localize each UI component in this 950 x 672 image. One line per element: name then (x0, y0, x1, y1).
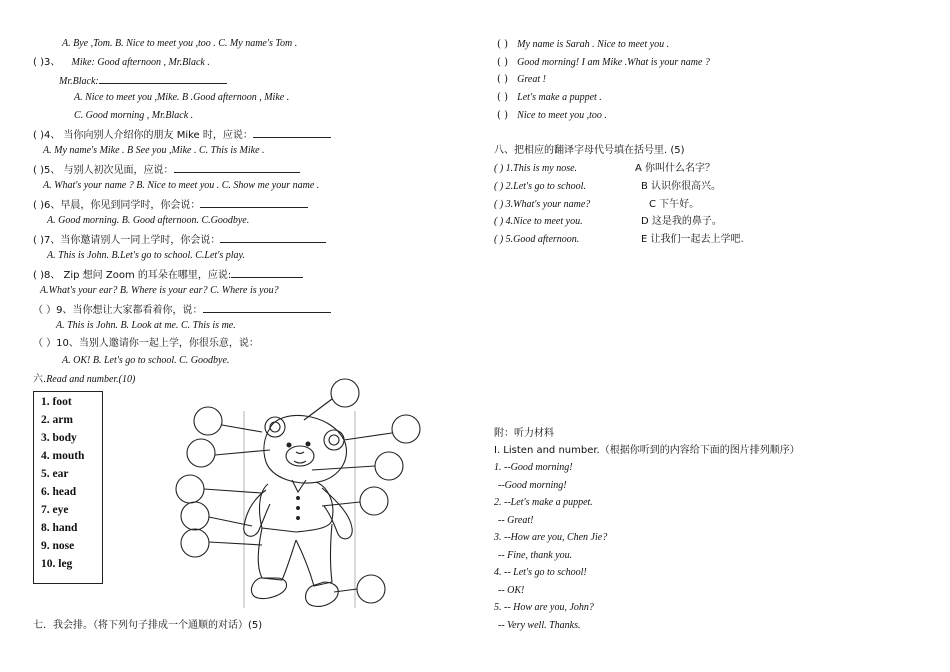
answer-blank[interactable] (220, 231, 326, 243)
listen-line: 4. -- Let's go to school! (494, 567, 587, 578)
word-item: 3. body (41, 432, 77, 444)
appendix-title: 附：听力材料 (494, 428, 554, 439)
listen-line: -- Fine, thank you. (498, 550, 573, 561)
match-left: ( ) 1.This is my nose. (494, 163, 578, 174)
section-7-title: 七．我会排。（将下列句子排成一个通顺的对话）(5) (33, 620, 263, 631)
answer-paren[interactable]: ( ) (497, 92, 508, 103)
match-left: ( ) 2.Let's go to school. (494, 181, 586, 192)
listen-line: 1. --Good morning! (494, 462, 573, 473)
word-item: 2. arm (41, 414, 73, 426)
q2-options: A. Bye ,Tom. B. Nice to meet you ,too . C. My name's Tom . (62, 38, 298, 49)
word-item: 5. ear (41, 468, 69, 480)
answer-blank[interactable] (231, 266, 303, 278)
match-left: ( ) 3.What's your name? (494, 199, 591, 210)
word-item: 10. leg (41, 558, 73, 570)
answer-paren[interactable]: ( ) (497, 110, 508, 121)
word-item: 9. nose (41, 540, 75, 552)
question-4: ( )4、 当你向别人介绍你的朋友 Mike 时，应说： (33, 126, 331, 144)
question-7: ( )7、当你邀请别人一同上学时，你会说： (33, 231, 326, 249)
word-item: 4. mouth (41, 450, 85, 462)
listen-line: 2. --Let's make a puppet. (494, 497, 593, 508)
dialog-line: ( ) My name is Sarah . Nice to meet you . (497, 39, 670, 50)
word-item: 8. hand (41, 522, 78, 534)
q7-options: A. This is John. B.Let's go to school. C.Let's play. (47, 250, 245, 261)
match-right: A 你叫什么名字？ (635, 163, 716, 174)
q8-options: A.What's your ear? B. Where is your ear? C. Where is you? (40, 285, 279, 296)
match-right: C 下午好。 (649, 199, 700, 210)
answer-paren[interactable]: ( ) (497, 57, 508, 68)
question-10: （ ）10、当别人邀请你一起上学，你很乐意，说： (33, 338, 259, 349)
dialog-line: ( ) Let's make a puppet . (497, 92, 602, 103)
answer-blank[interactable] (253, 126, 331, 138)
question-3: ( )3、 Mike: Good afternoon , Mr.Black . (33, 57, 210, 68)
listen-line: -- Very well. Thanks. (498, 620, 581, 631)
match-left: ( ) 4.Nice to meet you. (494, 216, 583, 227)
word-list-box (33, 391, 103, 584)
dialog-line: ( ) Great ! (497, 74, 546, 85)
answer-blank[interactable] (174, 161, 300, 173)
word-item: 7. eye (41, 504, 69, 516)
word-item: 1. foot (41, 396, 72, 408)
answer-blank[interactable] (203, 301, 331, 313)
section-6-title: 六.Read and number.(10) (33, 374, 136, 385)
listen-line: -- Great! (498, 515, 534, 526)
match-left: ( ) 5.Good afternoon. (494, 234, 580, 245)
question-6: ( )6、早晨，你见到同学时，你会说： (33, 196, 308, 214)
q9-options: A. This is John. B. Look at me. C. This is me. (56, 320, 236, 331)
answer-paren[interactable]: ( ) (497, 39, 508, 50)
question-5: ( )5、 与别人初次见面，应说： (33, 161, 300, 179)
q6-options: A. Good morning. B. Good afternoon. C.Goodbye. (47, 215, 250, 226)
question-8: ( )8、 Zip 想问 Zoom 的耳朵在哪里，应说: (33, 266, 303, 284)
answer-blank[interactable] (99, 72, 227, 84)
q4-options: A. My name's Mike . B See you ,Mike . C. This is Mike . (43, 145, 265, 156)
q5-options: A. What's your name ? B. Nice to meet you . C. Show me your name . (43, 180, 320, 191)
listen-line: 3. --How are you, Chen Jie? (494, 532, 608, 543)
listening-title: I. Listen and number.（根据你听到的内容给下面的图片排列顺序） (494, 445, 800, 456)
listen-line: -- OK! (498, 585, 525, 596)
match-right: B 认识你很高兴。 (641, 181, 722, 192)
dialog-line: ( ) Nice to meet you ,too . (497, 110, 607, 121)
q3-options-1: A. Nice to meet you ,Mike. B .Good afternoon , Mike . (74, 92, 290, 103)
q3-options-2: C. Good morning , Mr.Black . (74, 110, 194, 121)
match-right: E 让我们一起去上学吧. (641, 234, 744, 245)
answer-paren[interactable]: ( ) (497, 74, 508, 85)
q10-options: A. OK! B. Let's go to school. C. Goodbye. (62, 355, 230, 366)
dialog-line: ( ) Good morning! I am Mike .What is your name ? (497, 57, 710, 68)
section-8-title: 八、把相应的翻译字母代号填在括号里. (5) (494, 145, 685, 156)
listen-line: --Good morning! (498, 480, 567, 491)
match-right: D 这是我的鼻子。 (641, 216, 722, 227)
word-item: 6. head (41, 486, 77, 498)
listen-line: 5. -- How are you, John? (494, 602, 594, 613)
answer-blank[interactable] (200, 196, 308, 208)
q3-reply: Mr.Black: (59, 72, 227, 90)
question-9: （ ）9、当你想让大家都看着你，说： (33, 301, 331, 319)
